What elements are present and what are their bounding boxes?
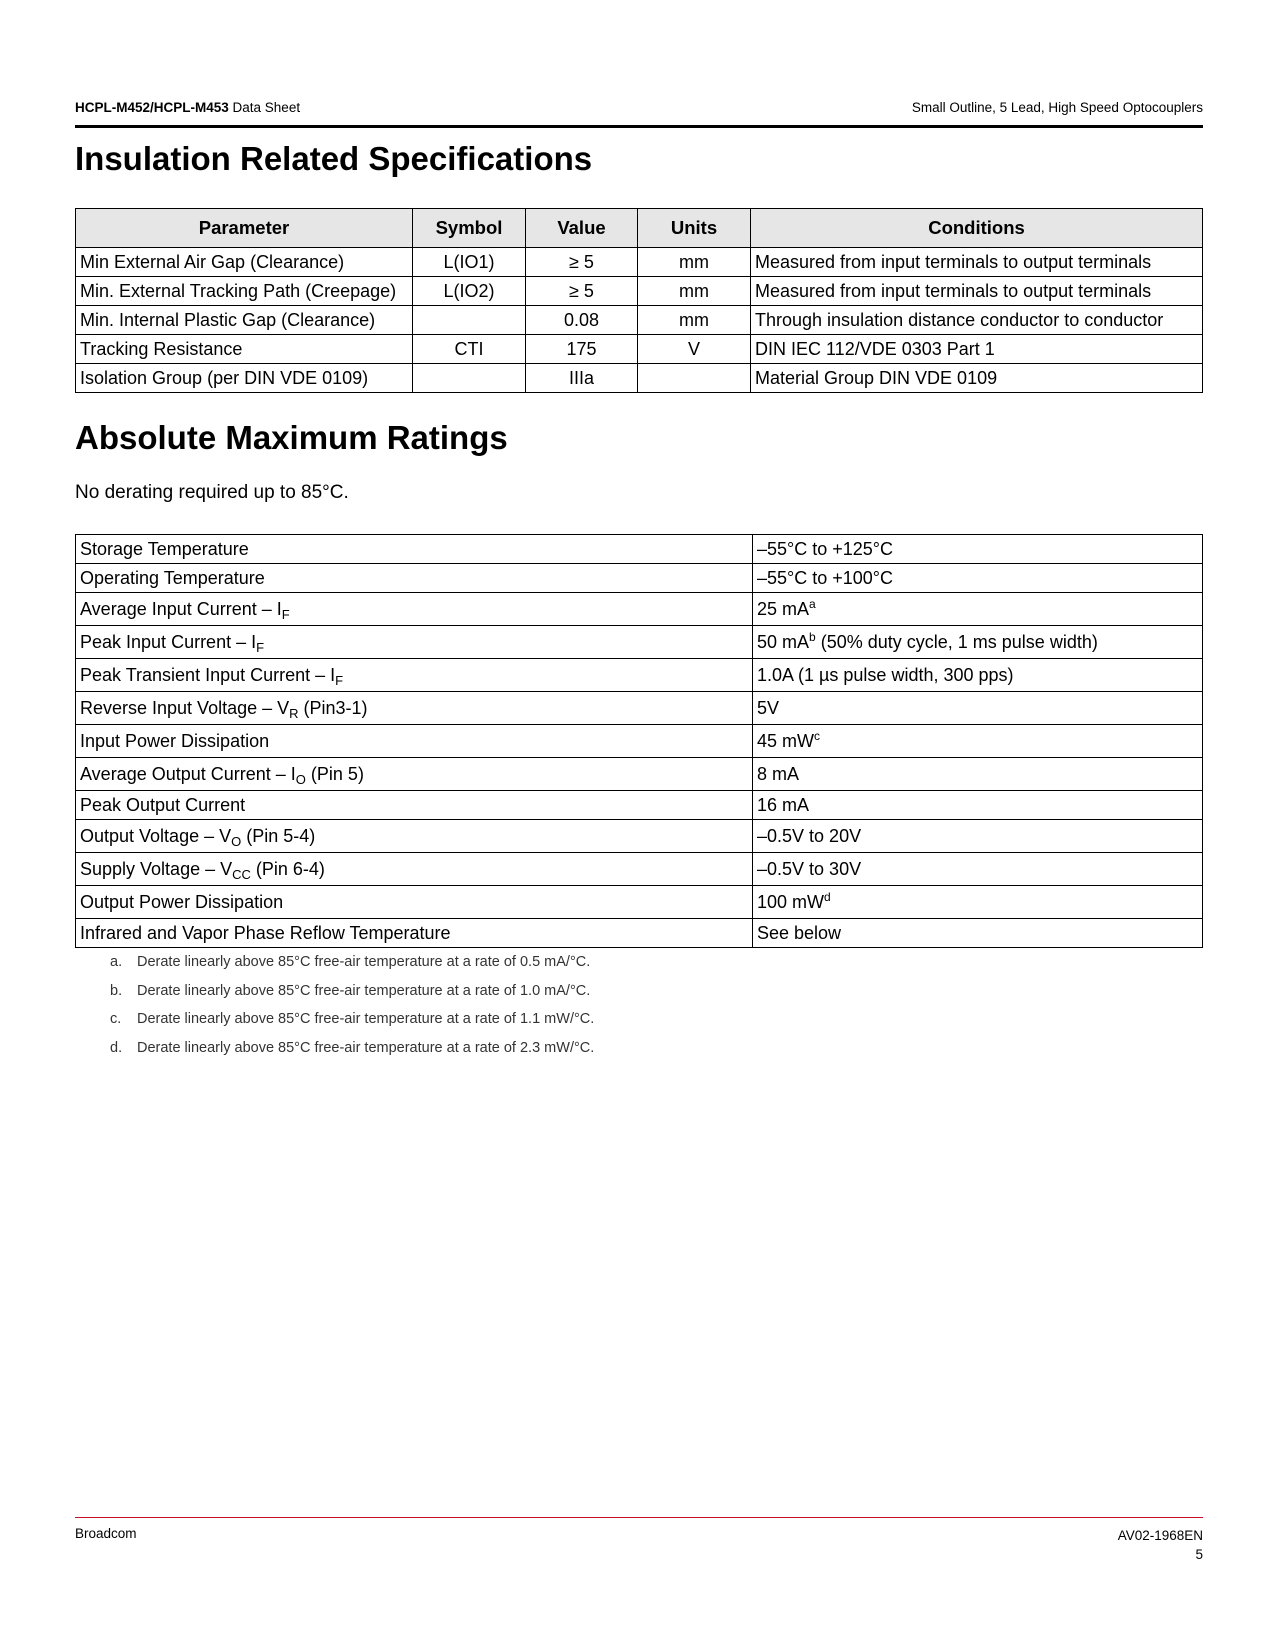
parameter-text: Output Power Dissipation [80,891,284,912]
parameter-text: Input Power Dissipation [80,730,270,751]
parameter-text: Output Voltage – V [80,825,232,846]
parameter-cell [76,593,753,626]
parameter-text: Storage Temperature [80,538,249,559]
value-cell [753,725,1203,758]
value-cell [753,791,1203,820]
table-cell: CTI [413,335,526,364]
header-part-numbers: HCPL-M452/HCPL-M453 [75,100,229,115]
footnotes [110,954,594,1068]
footnote-text: Derate linearly above 85°C free-air temperature at a rate of 1.0 mA/°C. [137,982,591,999]
parameter-subscript: O [295,771,306,787]
parameter-subscript: F [281,606,290,622]
footnote-ref: d [824,889,831,904]
value-text: 8 mA [757,763,800,784]
table-row [76,853,1203,886]
table-row [76,626,1203,659]
table-row [76,886,1203,919]
table-cell: Min. Internal Plastic Gap (Clearance) [76,306,413,335]
table-cell: V [638,335,751,364]
table-cell [638,364,751,393]
table-header-row [76,209,1203,248]
parameter-text: Peak Output Current [80,794,246,815]
parameter-text: Average Input Current – I [80,598,282,619]
parameter-subscript: R [289,705,299,721]
parameter-cell [76,564,753,593]
header-doc-type: Data Sheet [228,100,301,115]
table-row [76,364,1203,393]
value-cell [753,853,1203,886]
value-text: –0.5V to 30V [757,858,862,879]
table-row [76,791,1203,820]
column-header: Parameter [76,209,413,248]
parameter-text: Peak Transient Input Current – I [80,664,336,685]
value-cell [753,593,1203,626]
parameter-text: Average Output Current – I [80,763,296,784]
footer-divider [75,1517,1203,1518]
table-row [76,758,1203,791]
header-doc-title [75,100,300,115]
column-header: Symbol [413,209,526,248]
table-cell: L(IO2) [413,277,526,306]
parameter-cell [76,535,753,564]
page-header [75,100,1203,118]
footer-company: Broadcom [75,1526,137,1541]
parameter-pin-text: (Pin 5-4) [241,825,316,846]
table-row [76,335,1203,364]
table-cell: Through insulation distance conductor to conductor [751,306,1203,335]
insulation-table [75,208,1203,393]
footnote-text: Derate linearly above 85°C free-air temperature at a rate of 0.5 mA/°C. [137,954,591,970]
value-cell [753,626,1203,659]
parameter-cell [76,692,753,725]
derating-note: No derating required up to 85°C. [75,482,349,503]
table-cell: Measured from input terminals to output terminals [751,248,1203,277]
table-row [76,535,1203,564]
footnote-label: b. [110,982,123,999]
table-row [76,593,1203,626]
footnote [110,954,594,983]
table-cell: Min External Air Gap (Clearance) [76,248,413,277]
table-cell [413,306,526,335]
table-cell: L(IO1) [413,248,526,277]
table-row [76,820,1203,853]
parameter-subscript: F [335,672,344,688]
parameter-text: Supply Voltage – V [80,858,233,879]
column-header: Units [638,209,751,248]
table-row [76,692,1203,725]
value-cell [753,564,1203,593]
column-header: Value [526,209,638,248]
table-cell: ≥ 5 [526,277,638,306]
parameter-cell [76,853,753,886]
value-text: 25 mA [757,598,810,619]
table-row [76,919,1203,948]
value-cell [753,659,1203,692]
footnote-text: Derate linearly above 85°C free-air temperature at a rate of 1.1 mW/°C. [137,1011,595,1027]
footnote-label: a. [110,954,123,970]
table-cell: Min. External Tracking Path (Creepage) [76,277,413,306]
table-cell: 175 [526,335,638,364]
footnote [110,1040,594,1069]
parameter-cell [76,725,753,758]
table-cell: mm [638,306,751,335]
table-cell: Measured from input terminals to output terminals [751,277,1203,306]
table-cell: DIN IEC 112/VDE 0303 Part 1 [751,335,1203,364]
table-cell: IIIa [526,364,638,393]
table-cell: Material Group DIN VDE 0109 [751,364,1203,393]
value-text: 5V [757,697,780,718]
table-cell: ≥ 5 [526,248,638,277]
table-row [76,725,1203,758]
parameter-subscript: F [256,639,265,655]
value-cell [753,535,1203,564]
parameter-text: Infrared and Vapor Phase Reflow Temperature [80,922,451,943]
ratings-section-title: Absolute Maximum Ratings [75,419,508,456]
table-cell: 0.08 [526,306,638,335]
footnote-label: c. [110,1011,122,1027]
parameter-cell [76,820,753,853]
value-text: See below [757,922,842,943]
value-condition-text: (50% duty cycle, 1 ms pulse width) [815,631,1098,652]
table-row [76,277,1203,306]
value-cell [753,919,1203,948]
table-row [76,659,1203,692]
value-cell [753,692,1203,725]
footnote [110,983,594,1012]
footnote-ref: c [814,728,821,743]
value-text: –0.5V to 20V [757,825,862,846]
ratings-table [75,534,1203,948]
footer-doc-number: AV02-1968EN [1117,1528,1203,1543]
table-row [76,248,1203,277]
parameter-text: Reverse Input Voltage – V [80,697,290,718]
footer-info [1118,1526,1203,1564]
table-cell: mm [638,248,751,277]
footnote-text: Derate linearly above 85°C free-air temperature at a rate of 2.3 mW/°C. [137,1039,595,1056]
parameter-cell [76,791,753,820]
value-text: –55°C to +125°C [757,538,893,559]
header-divider [75,125,1203,128]
parameter-text: Peak Input Current – I [80,631,257,652]
footnote-ref: a [809,596,816,611]
value-text: 50 mA [757,631,810,652]
column-header: Conditions [751,209,1203,248]
parameter-cell [76,626,753,659]
parameter-text: Operating Temperature [80,567,265,588]
table-cell [413,364,526,393]
table-cell: Isolation Group (per DIN VDE 0109) [76,364,413,393]
table-row [76,564,1203,593]
insulation-section-title: Insulation Related Specifications [75,140,593,177]
footnote-label: d. [110,1039,123,1056]
footnote-ref: b [809,629,816,644]
parameter-cell [76,659,753,692]
table-row [76,306,1203,335]
value-text: 45 mW [757,730,815,751]
header-subtitle: Small Outline, 5 Lead, High Speed Optocouplers [911,100,1203,115]
parameter-subscript: O [231,833,242,849]
value-cell [753,886,1203,919]
value-cell [753,820,1203,853]
parameter-cell [76,758,753,791]
parameter-pin-text: (Pin 6-4) [250,858,325,879]
footnote [110,1011,594,1040]
parameter-cell [76,919,753,948]
parameter-subscript: CC [232,866,251,882]
table-cell: mm [638,277,751,306]
value-text: 100 mW [757,891,825,912]
parameter-cell [76,886,753,919]
value-text: 1.0A (1 µs pulse width, 300 pps) [757,664,1014,685]
page-number: 5 [1195,1547,1203,1562]
table-cell: Tracking Resistance [76,335,413,364]
value-text: –55°C to +100°C [757,567,893,588]
parameter-pin-text: (Pin 5) [305,763,364,784]
value-cell [753,758,1203,791]
value-text: 16 mA [757,794,810,815]
parameter-pin-text: (Pin3-1) [298,697,368,718]
